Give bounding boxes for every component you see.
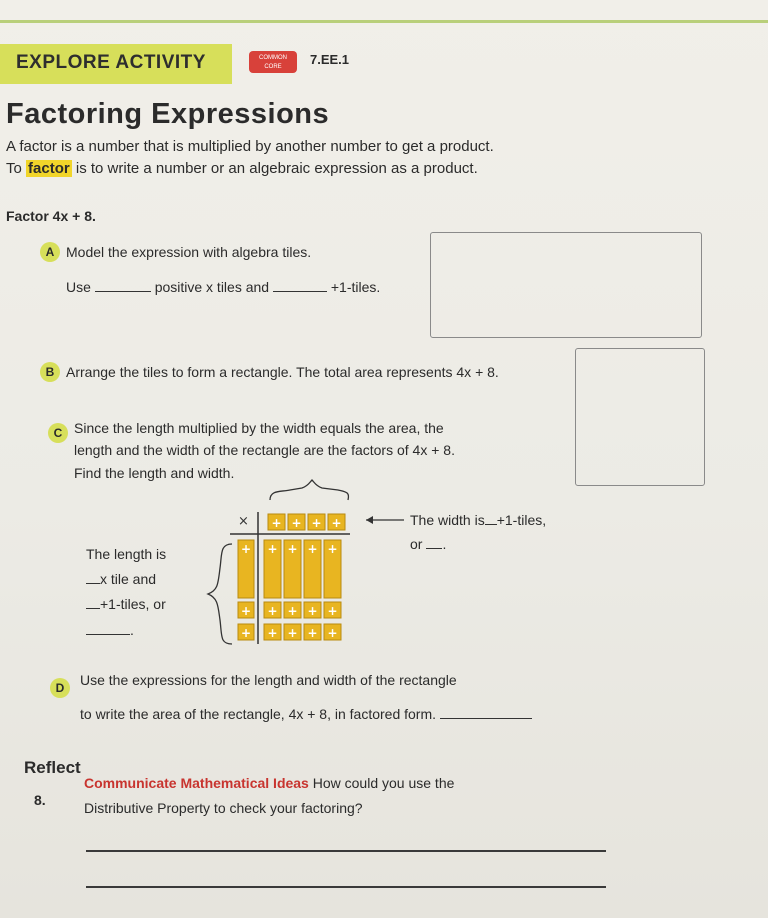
question-title: Communicate Mathematical Ideas bbox=[84, 775, 309, 791]
question-line2: Distributive Property to check your factoring? bbox=[84, 800, 363, 816]
plus-sign: + bbox=[327, 604, 338, 618]
plus-sign: + bbox=[287, 626, 298, 640]
plus-sign: + bbox=[267, 542, 278, 556]
page-title: Factoring Expressions bbox=[6, 98, 330, 130]
step-c-badge: C bbox=[48, 423, 68, 443]
plus-sign: + bbox=[307, 604, 318, 618]
badge-line2: CORE bbox=[264, 64, 282, 70]
width-end: +1-tiles, bbox=[496, 512, 547, 528]
use-word: Use bbox=[66, 279, 91, 295]
plus-sign: + bbox=[331, 516, 342, 530]
step-d-line1: Use the expressions for the length and width of the rectangle bbox=[80, 672, 457, 688]
times-sign: × bbox=[238, 514, 249, 529]
step-c-line2: length and the width of the rectangle are the factors of 4x + 8. bbox=[74, 442, 455, 458]
plus-sign: + bbox=[267, 604, 278, 618]
badge-line1: COMMON bbox=[259, 55, 287, 61]
plus-sign: + bbox=[240, 626, 252, 640]
step-d-line2-text: to write the area of the rectangle, 4x + 8, in factored form. bbox=[80, 706, 437, 722]
answer-line-2[interactable] bbox=[86, 886, 606, 888]
width-or: or bbox=[410, 536, 423, 552]
definition-factor: A factor is a number that is multiplied by another number to get a product. bbox=[6, 138, 494, 155]
x-tiles-blank[interactable] bbox=[95, 291, 151, 292]
length-label-3 bbox=[86, 596, 166, 612]
plus-sign: + bbox=[287, 604, 298, 618]
length-label-1: The length is bbox=[86, 546, 167, 562]
reflect-heading: Reflect bbox=[24, 758, 81, 777]
common-core-badge bbox=[249, 51, 297, 73]
plus-sign: + bbox=[307, 542, 318, 556]
step-d-line2 bbox=[80, 706, 532, 722]
use-mid: positive x tiles and bbox=[154, 279, 270, 295]
question-number: 8. bbox=[34, 792, 46, 808]
answer-line-1[interactable] bbox=[86, 850, 606, 852]
explore-activity-label: EXPLORE ACTIVITY bbox=[16, 52, 206, 73]
width-brace bbox=[270, 480, 349, 500]
answer-box-b[interactable] bbox=[575, 348, 705, 486]
step-a-use-line bbox=[66, 279, 380, 295]
plus-sign: + bbox=[327, 542, 338, 556]
length-x-text: x tile and bbox=[100, 571, 157, 587]
plus-sign: + bbox=[291, 516, 302, 530]
step-c-line3: Find the length and width. bbox=[74, 465, 235, 481]
step-d-badge: D bbox=[50, 678, 70, 698]
tile-group bbox=[238, 514, 345, 640]
length-label-2 bbox=[86, 571, 156, 587]
length-unit-blank[interactable] bbox=[86, 608, 100, 609]
def-post: is to write a number or an algebraic expression as a product. bbox=[71, 160, 478, 177]
length-period: . bbox=[130, 622, 134, 638]
length-brace bbox=[208, 544, 232, 644]
width-text: The width is bbox=[410, 512, 485, 528]
plus-sign: + bbox=[240, 604, 252, 618]
plus-sign: + bbox=[307, 626, 318, 640]
step-c-line1: Since the length multiplied by the width equals the area, the bbox=[74, 420, 444, 436]
question-text: How could you use the bbox=[308, 775, 455, 791]
plus-sign: + bbox=[311, 516, 322, 530]
standard-code: 7.EE.1 bbox=[310, 52, 350, 67]
step-b-text: Arrange the tiles to form a rectangle. The total area represents 4x + 8. bbox=[66, 364, 499, 380]
step-a-text: Model the expression with algebra tiles. bbox=[66, 244, 312, 260]
algebra-tile-diagram bbox=[190, 478, 590, 650]
unit-tiles-blank[interactable] bbox=[273, 291, 327, 292]
task-statement: Factor 4x + 8. bbox=[6, 208, 96, 224]
step-b-badge: B bbox=[40, 362, 60, 382]
definition-to-factor bbox=[6, 160, 478, 177]
width-arrow-head bbox=[366, 516, 373, 524]
factored-form-blank[interactable] bbox=[440, 718, 532, 719]
def-pre: To bbox=[6, 160, 27, 177]
plus-sign: + bbox=[287, 542, 298, 556]
plus-sign: + bbox=[267, 626, 278, 640]
question-line1 bbox=[84, 775, 454, 791]
step-a-badge: A bbox=[40, 242, 60, 262]
length-expr-blank[interactable] bbox=[86, 634, 130, 635]
length-label-4 bbox=[86, 622, 134, 638]
plus-sign: + bbox=[271, 516, 282, 530]
highlighted-term: factor bbox=[28, 160, 70, 177]
length-x-blank[interactable] bbox=[86, 583, 100, 584]
top-rule bbox=[0, 20, 768, 23]
plus-sign: + bbox=[240, 542, 252, 556]
answer-box-a[interactable] bbox=[430, 232, 702, 338]
length-unit-text: +1-tiles, or bbox=[100, 596, 166, 612]
width-period: . bbox=[442, 536, 447, 552]
use-end: +1-tiles. bbox=[330, 279, 381, 295]
plus-sign: + bbox=[327, 626, 338, 640]
